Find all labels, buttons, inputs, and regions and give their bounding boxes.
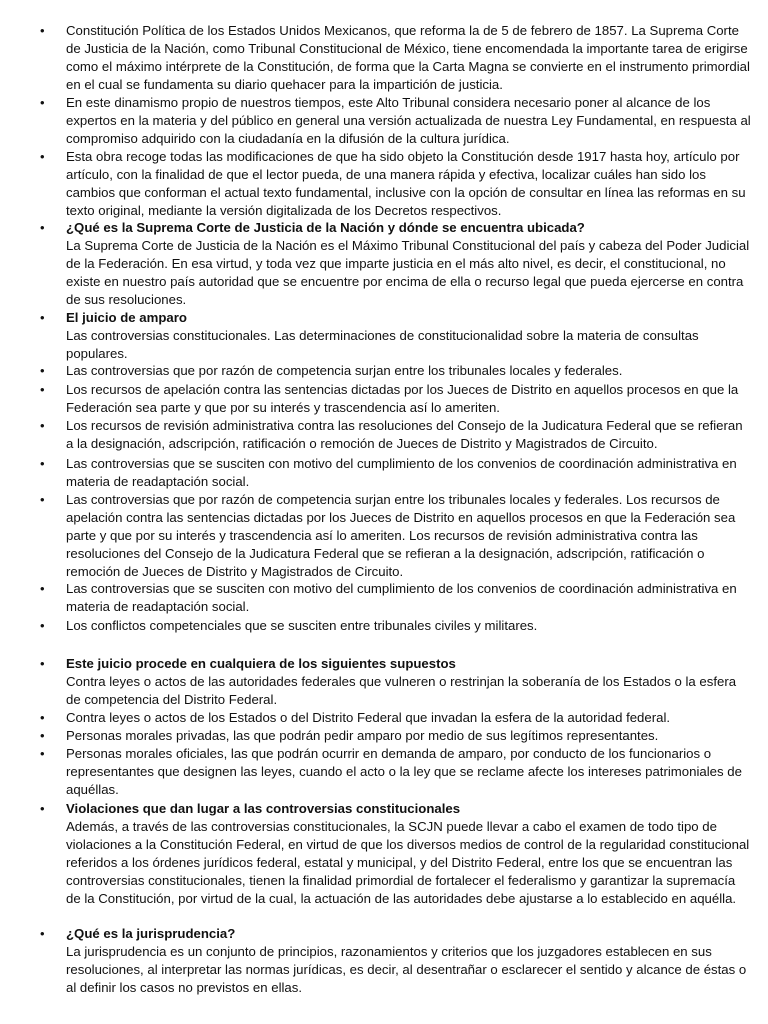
paragraph-text: • Esta obra recoge todas las modificaciones de que ha sido objeto la Constitución desde 1917 hasta hoy, artículo por artículo, con la finalidad de que el lector pueda, de una manera rápida y efectiva, localizar cuáles han sido los cambios que conforman el actual texto fundamental, inclusive con la opción de consultar en línea las reformas en su texto original, mediante la versión digitalizada de los Decretos respectivos. <box>66 149 746 218</box>
paragraph-text: Además, a través de las controversias constitucionales, la SCJN puede llevar a cabo el examen de todo tipo de violaciones a la Constitución Federal, en virtud de que los diversos medios de control de la regularidad constitucional referidos a los órdenes jurídicos federal, estatal y municipal, y del Distrito Federal, entre los que se encuentran las controversias constitucionales, tienen la finalidad primordial de fortalecer el federalismo y garantizar la supremacía de la Constitución, por virtud de la cual, la actuación de las autoridades debe ajustarse a lo establecido en aquélla. <box>66 819 750 906</box>
paragraph-text: • Constitución Política de los Estados Unidos Mexicanos, que reforma la de 5 de febrero de 1857. La Suprema Corte de Justicia de la Nación, como Tribunal Constitucional de México, tiene encomendada la importante tarea de erigirse como el máximo intérprete de la Constitución, de forma que la Carta Magna se convierte en el instrumento primordial en el cual se fundamenta su diario quehacer para la impartición de justicia. <box>66 23 750 92</box>
paragraph-text: Contra leyes o actos de las autoridades federales que vulneren o restrinjan la soberanía de los Estados o la esfera de competencia del Distrito Federal. <box>66 674 737 707</box>
paragraph-text: La jurisprudencia es un conjunto de principios, razonamientos y criterios que los juzgadores establecen en sus resoluciones, al interpretar las normas jurídicas, es decir, al desentrañar o esclarecer el sentido y alcance de éstas o al definir los casos no previstos en ellas. <box>66 944 747 995</box>
paragraph-text: • Las controversias que por razón de competencia surjan entre los tribunales locales y federales. Los recursos de apelación contra las sentencias dictadas por los Jueces de Distrito en aquellos procesos en que la Federación sea parte y que por su interés y trascendencia así lo ameriten. Los recursos de revisión administrativa contra las resoluciones del Consejo de la Judicatura Federal que se refieran a la designación, adscripción, ratificación o remoción de Jueces de Distrito y Magistrados de Circuito. <box>66 492 736 579</box>
bullet-item <box>66 727 752 745</box>
section-heading: • ¿Qué es la jurisprudencia? <box>66 926 236 941</box>
bullet-item <box>66 94 752 148</box>
bullet-item <box>66 745 752 799</box>
bullet-item <box>66 491 752 581</box>
bullet-item <box>66 455 752 491</box>
bullet-item <box>66 417 752 453</box>
paragraph-text: • Las controversias que por razón de competencia surjan entre los tribunales locales y federales. <box>66 363 623 378</box>
bullet-item <box>66 925 752 997</box>
bullet-item <box>66 362 752 380</box>
section-heading: • Este juicio procede en cualquiera de los siguientes supuestos <box>66 656 456 671</box>
bullet-item <box>66 580 752 616</box>
paragraph-text: • Personas morales oficiales, las que podrán ocurrir en demanda de amparo, por conducto de los funcionarios o representantes que designen las leyes, cuando el acto o la ley que se reclame afecte los intereses patrimoniales de aquéllas. <box>66 746 742 797</box>
paragraph-text: • Los recursos de revisión administrativa contra las resoluciones del Consejo de la Judicatura Federal que se refieran a la designación, adscripción, ratificación o remoción de Jueces de Distrito y Magistrados de Circuito. <box>66 418 743 451</box>
section-heading: • ¿Qué es la Suprema Corte de Justicia de la Nación y dónde se encuentra ubicada? <box>66 220 585 235</box>
bullet-item <box>66 381 752 417</box>
paragraph-text: La Suprema Corte de Justicia de la Nación es el Máximo Tribunal Constitucional del país y cabeza del Poder Judicial de la Federación. En esa virtud, y toda vez que imparte justicia en el más alto nivel, es decir, el constitucional, no existe en nuestro país autoridad que se encuentre por encima de ella o recurso legal que pueda ejercerse en contra de sus resoluciones. <box>66 238 750 307</box>
paragraph-text: Las controversias constitucionales. Las determinaciones de constitucionalidad sobre la materia de consultas populares. <box>66 328 699 361</box>
paragraph-text: • Los recursos de apelación contra las sentencias dictadas por los Jueces de Distrito en aquellos procesos en que la Federación sea parte y que por su interés y trascendencia así lo ameriten. <box>66 382 739 415</box>
paragraph-text: • Los conflictos competenciales que se susciten entre tribunales civiles y militares. <box>66 618 538 633</box>
bullet-item <box>66 309 752 363</box>
bullet-item <box>66 219 752 309</box>
bullet-item <box>66 148 752 220</box>
paragraph-text: • Contra leyes o actos de los Estados o del Distrito Federal que invadan la esfera de la autoridad federal. <box>66 710 671 725</box>
bullet-item <box>66 655 752 709</box>
paragraph-text: • En este dinamismo propio de nuestros tiempos, este Alto Tribunal considera necesario poner al alcance de los expertos en la materia y del público en general una versión actualizada de nuestra Ley Fundamental, en respuesta al compromiso adquirido con la ciudadanía en la difusión de la cultura jurídica. <box>66 95 751 146</box>
paragraph-text: • Las controversias que se susciten con motivo del cumplimiento de los convenios de coordinación administrativa en materia de readaptación social. <box>66 456 737 489</box>
paragraph-text: • Personas morales privadas, las que podrán pedir amparo por medio de sus legítimos representantes. <box>66 728 659 743</box>
bullet-item <box>66 617 752 635</box>
bullet-item <box>66 800 752 908</box>
section-heading: • Violaciones que dan lugar a las controversias constitucionales <box>66 801 461 816</box>
bullet-item <box>66 709 752 727</box>
paragraph-text: • Las controversias que se susciten con motivo del cumplimiento de los convenios de coordinación administrativa en materia de readaptación social. <box>66 581 737 614</box>
bullet-item <box>66 22 752 94</box>
section-heading: • El juicio de amparo <box>66 310 187 325</box>
